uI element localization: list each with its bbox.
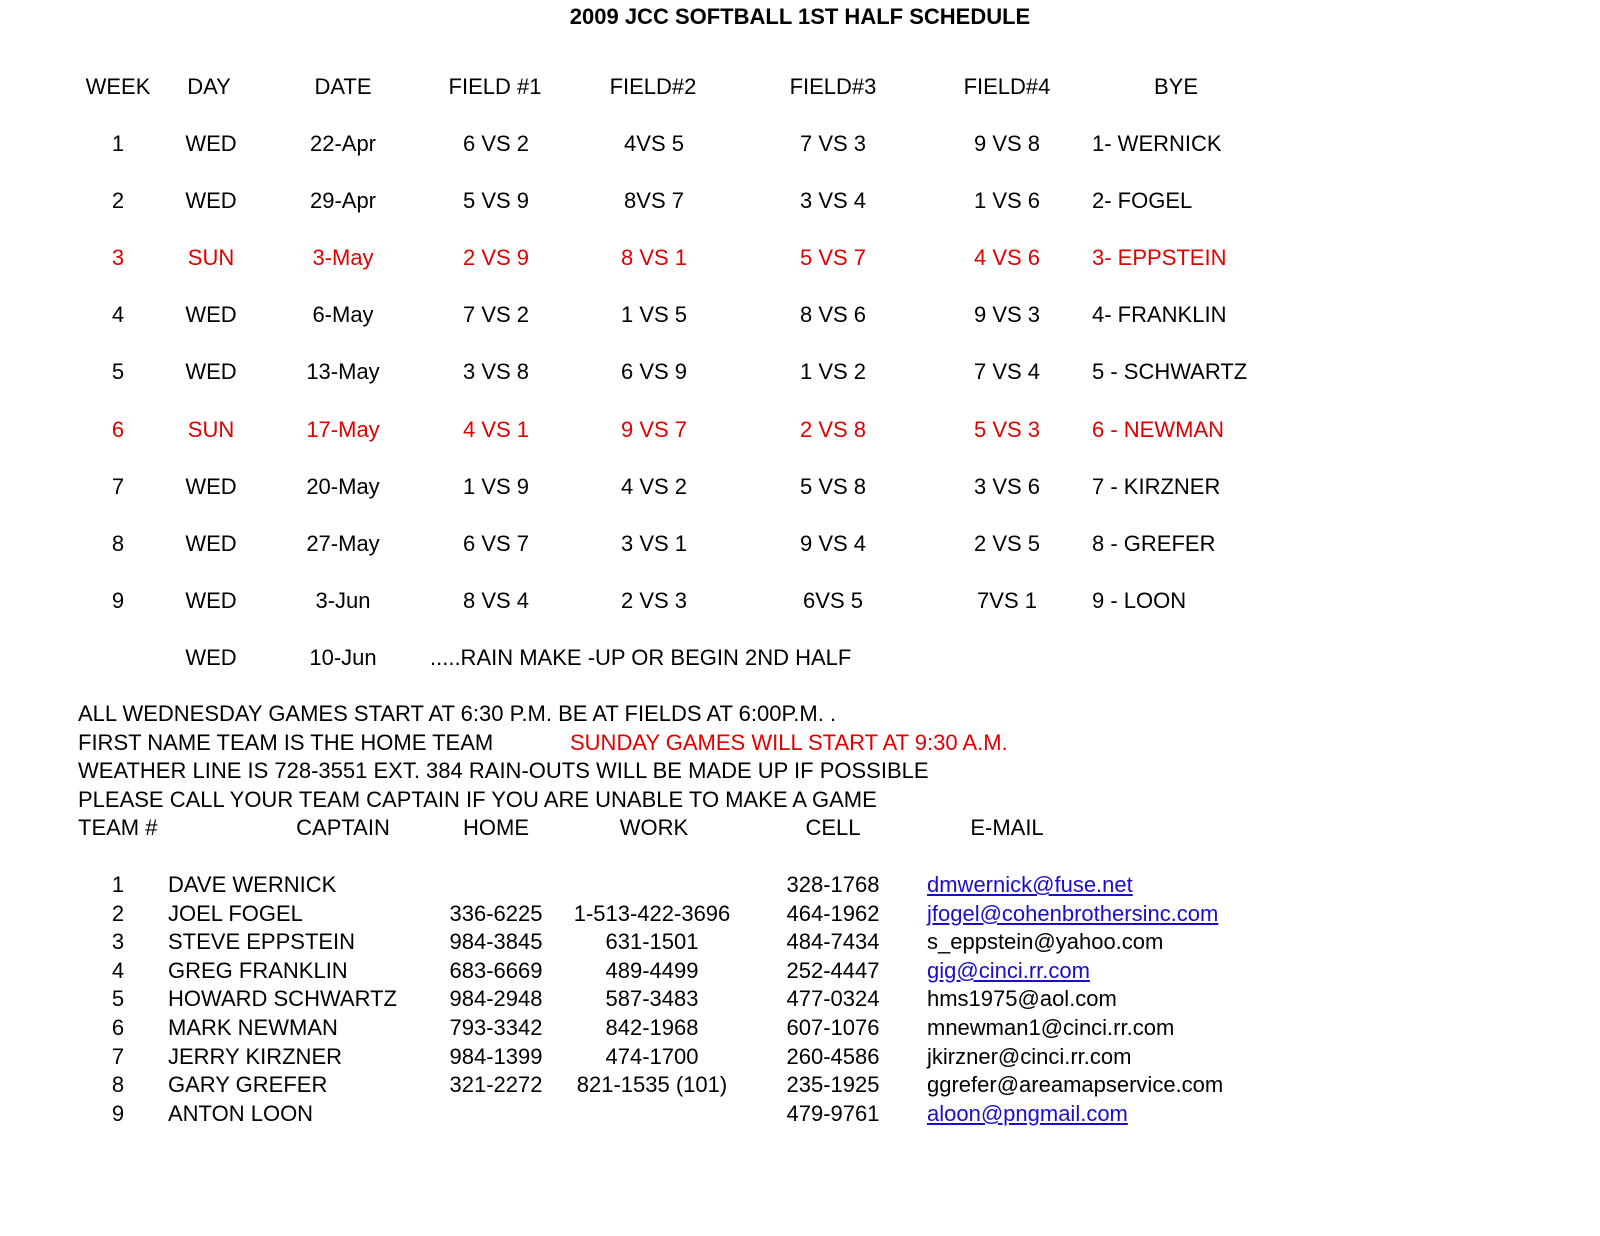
email-text: jkirzner@cinci.rr.com	[927, 1043, 1132, 1069]
captain-cell-name: ANTON LOON	[168, 1100, 314, 1126]
schedule-cell-week: 9	[111, 587, 125, 613]
schedule-cell-day: WED	[185, 302, 237, 328]
captain-cell-home: 683-6669	[449, 957, 543, 983]
schedule-cell-week: 6	[111, 416, 125, 442]
schedule-cell-f3: 7 VS 3	[799, 131, 867, 156]
captain-cell-name: HOWARD SCHWARTZ	[168, 986, 397, 1012]
email-link[interactable]: dmwernick@fuse.net	[927, 872, 1133, 897]
schedule-cell-day: SUN	[187, 416, 235, 442]
captains-header-3: WORK	[619, 815, 689, 840]
schedule-cell-f3: 5 VS 7	[799, 245, 867, 271]
captain-cell-work: 489-4499	[605, 957, 699, 983]
schedule-cell-day: WED	[185, 530, 237, 556]
captain-cell-work: 1-513-422-3696	[573, 900, 731, 926]
captain-cell-cell: 479-9761	[786, 1100, 880, 1126]
schedule-cell-date: 22-Apr	[309, 131, 377, 156]
schedule-cell-f1: 3 VS 8	[462, 359, 530, 385]
schedule-cell-f4: 1 VS 6	[973, 188, 1041, 214]
schedule-cell-f2: 8 VS 1	[620, 245, 688, 271]
schedule-header-0: WEEK	[85, 74, 151, 99]
schedule-cell-bye: 3- EPPSTEIN	[1092, 245, 1227, 271]
schedule-cell-bye: 1- WERNICK	[1092, 131, 1222, 156]
captain-cell-name: GREG FRANKLIN	[168, 957, 348, 983]
schedule-cell-f3: 3 VS 4	[799, 188, 867, 214]
schedule-extra-note: .....RAIN MAKE -UP OR BEGIN 2ND HALF	[430, 644, 852, 670]
captains-header-5: E-MAIL	[970, 815, 1044, 840]
captain-cell-work: 587-3483	[605, 986, 699, 1012]
captain-cell-work: 631-1501	[605, 929, 699, 955]
schedule-cell-f2: 3 VS 1	[620, 530, 688, 556]
schedule-cell-f4: 7VS 1	[977, 587, 1037, 613]
schedule-cell-date: 3-Jun	[315, 587, 371, 613]
schedule-header-7: BYE	[1153, 74, 1199, 99]
schedule-cell-date: 20-May	[306, 473, 380, 499]
schedule-cell-bye: 9 - LOON	[1092, 587, 1187, 613]
schedule-cell-date: 13-May	[306, 359, 380, 385]
captain-cell-work: 842-1968	[605, 1015, 699, 1040]
note-weather-line: WEATHER LINE IS 728-3551 EXT. 384 RAIN-OUTS WILL BE MADE UP IF POSSIBLE	[78, 758, 929, 783]
captain-cell-team: 1	[111, 872, 125, 897]
captain-cell-team: 5	[111, 986, 125, 1012]
schedule-cell-f3: 1 VS 2	[799, 359, 867, 385]
schedule-cell-day: WED	[185, 188, 237, 214]
captain-cell-team: 7	[111, 1043, 125, 1069]
schedule-cell-f1: 1 VS 9	[462, 473, 530, 499]
schedule-cell-day: WED	[185, 359, 237, 385]
captain-cell-cell: 464-1962	[786, 900, 880, 926]
schedule-cell-f2: 9 VS 7	[620, 416, 688, 442]
schedule-cell-f1: 4 VS 1	[462, 416, 530, 442]
schedule-cell-f3: 2 VS 8	[799, 416, 867, 442]
captain-cell-work: 821-1535 (101)	[576, 1072, 728, 1098]
captain-cell-cell: 235-1925	[786, 1072, 880, 1098]
schedule-cell-date: 6-May	[312, 302, 374, 328]
schedule-cell-f1: 2 VS 9	[462, 245, 530, 271]
schedule-cell-f4: 9 VS 3	[973, 302, 1041, 328]
schedule-cell-f2: 8VS 7	[624, 188, 684, 214]
schedule-cell-day: WED	[185, 587, 237, 613]
schedule-cell-f3: 6VS 5	[803, 587, 863, 613]
schedule-header-1: DAY	[187, 74, 231, 99]
schedule-extra-day: WED	[185, 644, 237, 670]
captain-cell-home: 984-2948	[449, 986, 543, 1012]
email-text: ggrefer@areamapservice.com	[927, 1072, 1224, 1098]
captain-cell-cell: 477-0324	[786, 986, 880, 1012]
captain-cell-name: JOEL FOGEL	[168, 900, 303, 926]
captain-cell-home: 984-3845	[449, 929, 543, 955]
captain-cell-cell: 328-1768	[786, 872, 880, 897]
captain-cell-home: 336-6225	[449, 900, 543, 926]
schedule-cell-f2: 4 VS 2	[620, 473, 688, 499]
captains-header-2: HOME	[463, 815, 529, 840]
schedule-cell-date: 3-May	[312, 245, 374, 271]
schedule-cell-f2: 2 VS 3	[620, 587, 688, 613]
schedule-cell-f2: 4VS 5	[624, 131, 684, 156]
schedule-header-6: FIELD#4	[963, 74, 1051, 99]
schedule-cell-f2: 6 VS 9	[620, 359, 688, 385]
schedule-cell-f1: 8 VS 4	[462, 587, 530, 613]
schedule-cell-f1: 7 VS 2	[462, 302, 530, 328]
schedule-cell-f4: 2 VS 5	[973, 530, 1041, 556]
note-home-team-text: FIRST NAME TEAM IS THE HOME TEAM	[78, 730, 494, 755]
schedule-header-3: FIELD #1	[448, 74, 542, 99]
captain-cell-team: 4	[111, 957, 125, 983]
schedule-cell-f1: 5 VS 9	[462, 188, 530, 214]
schedule-cell-date: 17-May	[306, 416, 380, 442]
captain-cell-cell: 484-7434	[786, 929, 880, 955]
page-title: 2009 JCC SOFTBALL 1ST HALF SCHEDULE	[569, 4, 1031, 29]
captain-cell-team: 3	[111, 929, 125, 955]
schedule-cell-date: 29-Apr	[309, 188, 377, 214]
captain-cell-cell: 252-4447	[786, 957, 880, 983]
captain-cell-name: GARY GREFER	[168, 1072, 328, 1098]
captain-cell-team: 2	[111, 900, 125, 926]
schedule-cell-day: SUN	[187, 245, 235, 271]
captain-cell-work: 474-1700	[605, 1043, 699, 1069]
schedule-cell-day: WED	[185, 131, 237, 156]
schedule-cell-f3: 8 VS 6	[799, 302, 867, 328]
schedule-cell-day: WED	[185, 473, 237, 499]
schedule-cell-date: 27-May	[306, 530, 380, 556]
email-text: mnewman1@cinci.rr.com	[927, 1015, 1175, 1040]
captains-header-1: CAPTAIN	[296, 815, 390, 840]
captains-header-4: CELL	[805, 815, 861, 840]
schedule-cell-f3: 5 VS 8	[799, 473, 867, 499]
schedule-cell-week: 3	[111, 245, 125, 271]
schedule-cell-bye: 7 - KIRZNER	[1092, 473, 1221, 499]
captain-cell-team: 8	[111, 1072, 125, 1098]
schedule-cell-bye: 5 - SCHWARTZ	[1092, 359, 1248, 385]
schedule-cell-f4: 4 VS 6	[973, 245, 1041, 271]
schedule-cell-f4: 9 VS 8	[973, 131, 1041, 156]
captain-cell-team: 9	[111, 1100, 125, 1126]
captain-cell-cell: 260-4586	[786, 1043, 880, 1069]
email-text: s_eppstein@yahoo.com	[927, 929, 1164, 955]
schedule-header-2: DATE	[314, 74, 372, 99]
schedule-header-5: FIELD#3	[789, 74, 877, 99]
schedule-cell-bye: 8 - GREFER	[1092, 530, 1216, 556]
captain-cell-name: MARK NEWMAN	[168, 1015, 338, 1040]
note-call-captain: PLEASE CALL YOUR TEAM CAPTAIN IF YOU ARE UNABLE TO MAKE A GAME	[78, 787, 877, 812]
schedule-cell-week: 8	[111, 530, 125, 556]
captain-cell-team: 6	[111, 1015, 125, 1040]
schedule-cell-f2: 1 VS 5	[620, 302, 688, 328]
email-text: hms1975@aol.com	[927, 986, 1117, 1012]
schedule-cell-week: 2	[111, 188, 125, 214]
schedule-header-4: FIELD#2	[609, 74, 697, 99]
schedule-cell-week: 1	[111, 131, 125, 156]
note-sunday-games: SUNDAY GAMES WILL START AT 9:30 A.M.	[570, 730, 1008, 755]
schedule-cell-f3: 9 VS 4	[799, 530, 867, 556]
schedule-cell-f4: 7 VS 4	[973, 359, 1041, 385]
captains-header-0: TEAM #	[78, 815, 158, 840]
note-start-time: ALL WEDNESDAY GAMES START AT 6:30 P.M. BE AT FIELDS AT 6:00P.M. .	[78, 701, 837, 726]
schedule-extra-date: 10-Jun	[309, 644, 377, 670]
email-link[interactable]: jfogel@cohenbrothersinc.com	[927, 900, 1219, 926]
captain-cell-name: STEVE EPPSTEIN	[168, 929, 356, 955]
schedule-cell-week: 7	[111, 473, 125, 499]
captain-cell-name: DAVE WERNICK	[168, 872, 337, 897]
schedule-cell-bye: 4- FRANKLIN	[1092, 302, 1227, 328]
schedule-cell-f1: 6 VS 7	[462, 530, 530, 556]
schedule-cell-f4: 5 VS 3	[973, 416, 1041, 442]
schedule-cell-f4: 3 VS 6	[973, 473, 1041, 499]
schedule-cell-f1: 6 VS 2	[462, 131, 530, 156]
schedule-cell-week: 5	[111, 359, 125, 385]
email-link[interactable]: gig@cinci.rr.com	[927, 957, 1090, 983]
captain-cell-cell: 607-1076	[786, 1015, 880, 1040]
captain-cell-home: 321-2272	[449, 1072, 543, 1098]
schedule-cell-bye: 2- FOGEL	[1092, 188, 1193, 214]
schedule-cell-bye: 6 - NEWMAN	[1092, 416, 1224, 442]
captain-cell-home: 793-3342	[449, 1015, 543, 1040]
captain-cell-home: 984-1399	[449, 1043, 543, 1069]
note-home-team	[78, 730, 493, 756]
captain-cell-name: JERRY KIRZNER	[168, 1043, 343, 1069]
schedule-cell-week: 4	[111, 302, 125, 328]
email-link[interactable]: aloon@pngmail.com	[927, 1100, 1128, 1126]
